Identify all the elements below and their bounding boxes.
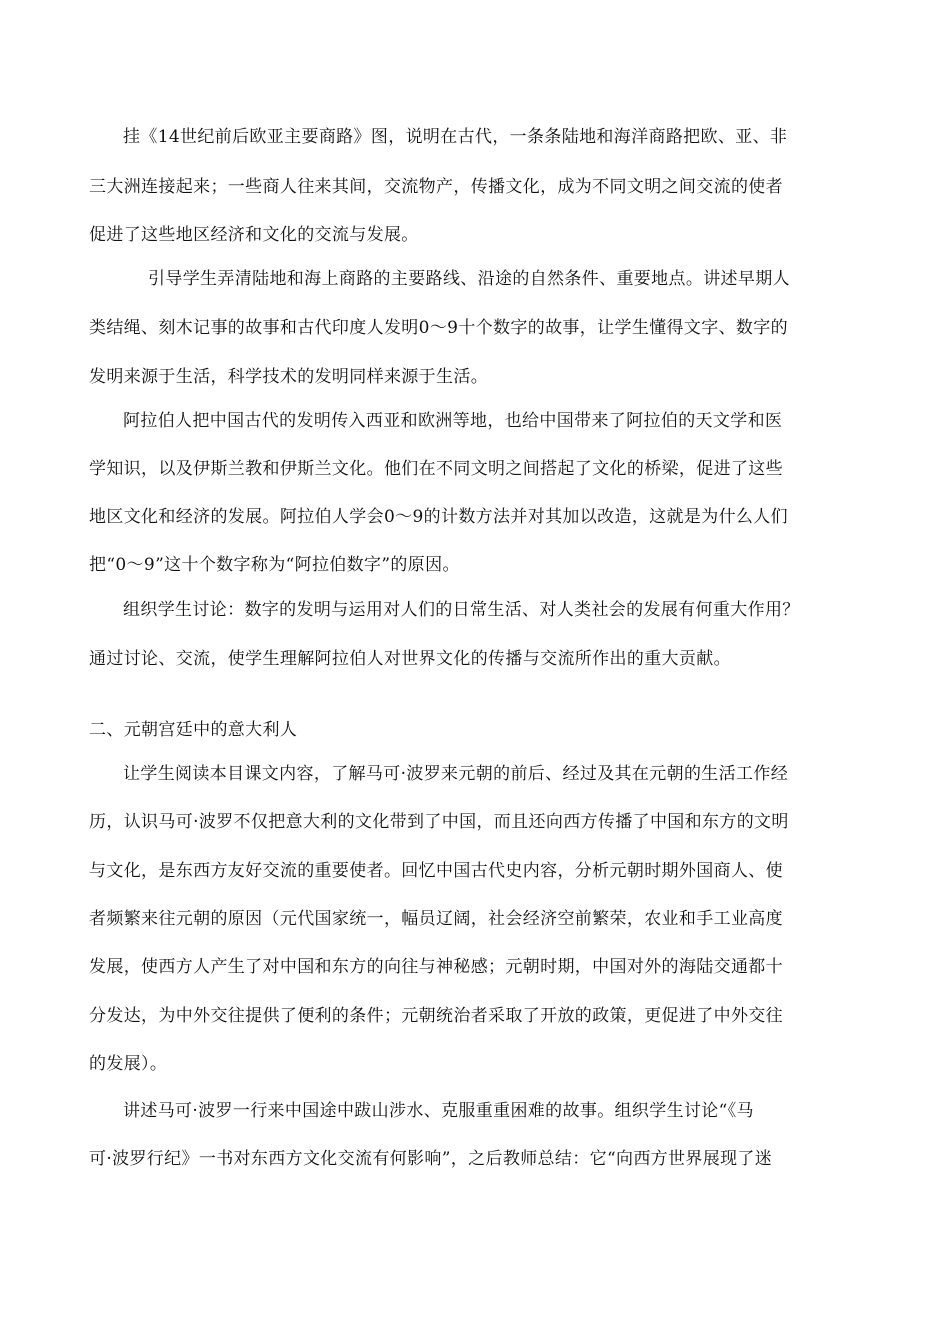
paragraph-1-line-1: 挂《14世纪前后欧亚主要商路》图，说明在古代，一条条陆地和海洋商路把欧、亚、非 [123,127,788,147]
paragraph-5-line-6: 分发达，为中外交往提供了便利的条件；元朝统治者采取了开放的政策，更促进了中外交往 [89,1006,783,1026]
paragraph-1-line-2: 三大洲连接起来；一些商人往来其间，交流物产，传播文化，成为不同文明之间交流的使者 [89,177,783,197]
paragraph-6-line-2: 可·波罗行纪》一书对东西方文化交流有何影响”，之后教师总结：它“向西方世界展现了迷 [89,1149,773,1169]
paragraph-2-line-3: 发明来源于生活，科学技术的发明同样来源于生活。 [89,367,489,387]
paragraph-5-line-3: 与文化，是东西方友好交流的重要使者。回忆中国古代史内容，分析元朝时期外国商人、使 [89,861,783,881]
paragraph-2-line-1: 引导学生弄清陆地和海上商路的主要路线、沿途的自然条件、重要地点。讲述早期人 [148,269,790,289]
paragraph-3-line-1: 阿拉伯人把中国古代的发明传入西亚和欧洲等地，也给中国带来了阿拉伯的天文学和医 [123,411,783,431]
paragraph-5-line-4: 者频繁来往元朝的原因（元代国家统一，幅员辽阔，社会经济空前繁荣，农业和手工业高度 [89,909,783,929]
paragraph-3-line-4: 把“0～9”这十个数字称为“阿拉伯数字”的原因。 [89,555,460,575]
section-heading: 二、元朝宫廷中的意大利人 [89,720,298,740]
paragraph-2-line-2: 类结绳、刻木记事的故事和古代印度人发明0～9十个数字的故事，让学生懂得文字、数字的 [89,318,788,338]
paragraph-6-line-1: 讲述马可·波罗一行来中国途中跋山涉水、克服重重困难的故事。组织学生讨论“《马 [123,1101,754,1121]
paragraph-5-line-7: 的发展）。 [89,1054,168,1074]
paragraph-5-line-1: 让学生阅读本目课文内容，了解马可·波罗来元朝的前后、经过及其在元朝的生活工作经 [123,764,789,784]
paragraph-3-line-2: 学知识，以及伊斯兰教和伊斯兰文化。他们在不同文明之间搭起了文化的桥梁，促进了这些 [89,459,783,479]
paragraph-1-line-3: 促进了这些地区经济和文化的交流与发展。 [89,225,419,245]
paragraph-5-line-2: 历，认识马可·波罗不仅把意大利的文化带到了中国，而且还向西方传播了中国和东方的文明 [89,812,789,832]
paragraph-5-line-5: 发展，使西方人产生了对中国和东方的向往与神秘感；元朝时期，中国对外的海陆交通都十 [89,957,783,977]
paragraph-4-line-1: 组织学生讨论：数字的发明与运用对人们的日常生活、对人类社会的发展有何重大作用？ [123,600,800,620]
paragraph-4-line-2: 通过讨论、交流，使学生理解阿拉伯人对世界文化的传播与交流所作出的重大贡献。 [89,649,731,669]
paragraph-3-line-3: 地区文化和经济的发展。阿拉伯人学会0～9的计数方法并对其加以改造，这就是为什么人们 [89,507,788,527]
